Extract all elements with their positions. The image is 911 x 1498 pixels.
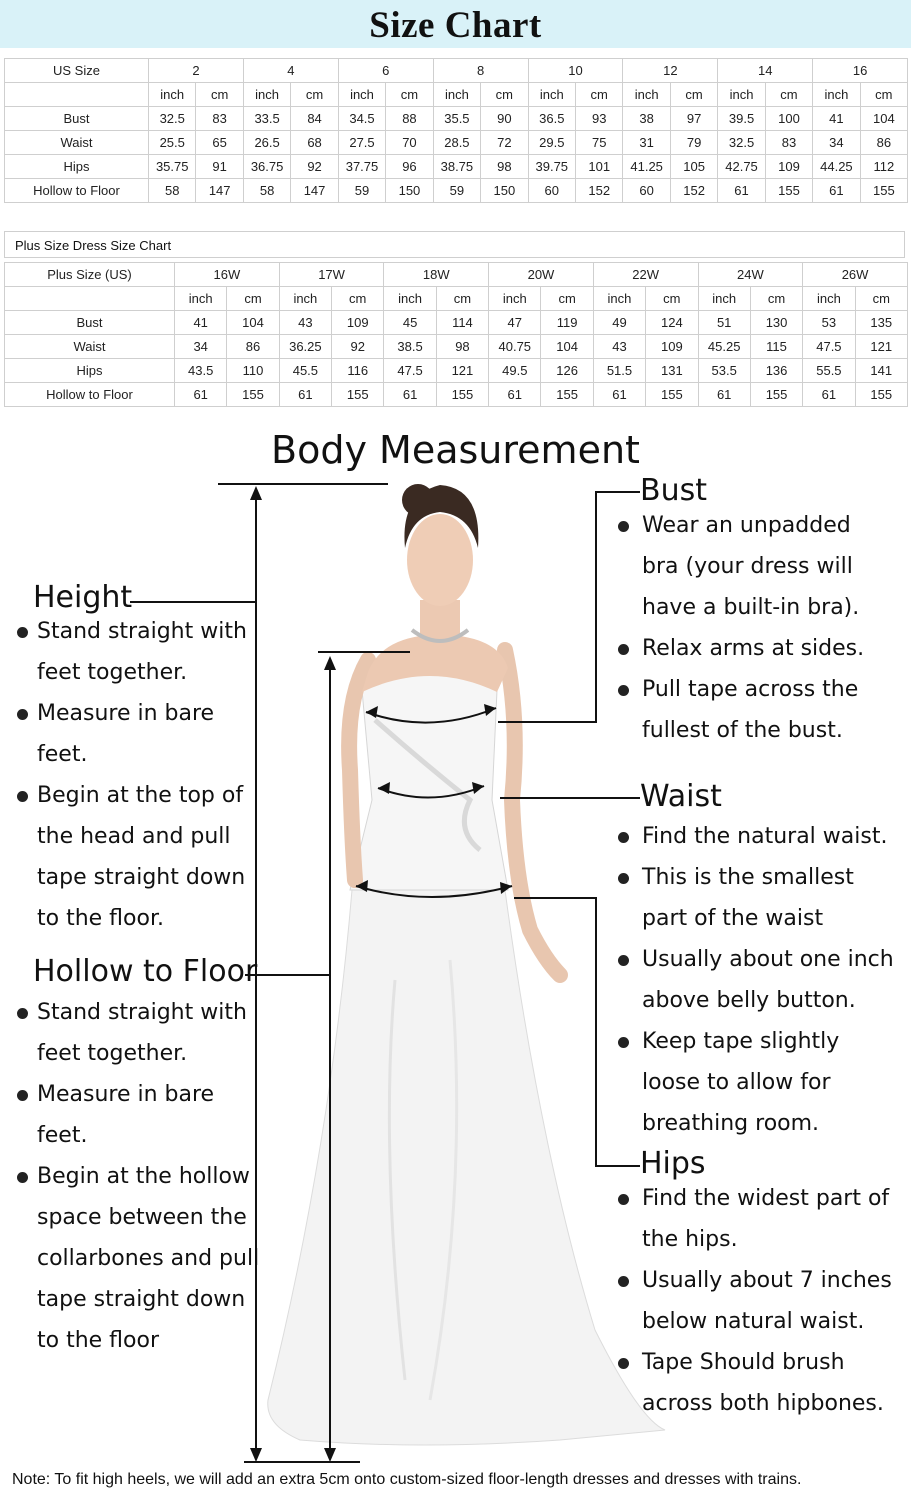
waist-item: This is the smallest part of the waist [618,857,903,939]
size-header: 6 [338,59,433,83]
table-cell: 40.75 [489,335,541,359]
table-cell: 70 [386,131,433,155]
row-label: Hips [5,359,175,383]
table-cell: 41 [175,311,227,335]
table-cell: 42.75 [718,155,765,179]
unit-header: inch [813,83,860,107]
bust-item: Pull tape across the fullest of the bust. [618,669,880,751]
size-header: 14 [718,59,813,83]
table-cell: 116 [332,359,384,383]
table-cell: 59 [433,179,480,203]
table-cell: 37.75 [338,155,385,179]
unit-header: inch [338,83,385,107]
table-cell: 130 [750,311,802,335]
size-header: 12 [623,59,718,83]
table-cell: 97 [670,107,717,131]
unit-header: inch [803,287,855,311]
hips-instructions [618,1178,898,1424]
table-cell: 121 [855,335,907,359]
unit-header: inch [149,83,196,107]
table-cell: 155 [855,383,907,407]
table-cell: 150 [481,179,528,203]
table-cell: 36.25 [279,335,331,359]
table-cell: 47.5 [384,359,436,383]
size-header: 16W [175,263,280,287]
table-cell: 104 [541,335,593,359]
table-cell: 109 [332,311,384,335]
table-cell: 155 [436,383,488,407]
table-cell: 131 [646,359,698,383]
table-cell: 61 [489,383,541,407]
hollow-to-floor-instructions [17,992,262,1361]
table-cell: 32.5 [149,107,196,131]
table-cell: 121 [436,359,488,383]
unit-header: cm [332,287,384,311]
table-cell: 155 [541,383,593,407]
table-cell: 86 [227,335,279,359]
table-cell: 115 [750,335,802,359]
table-cell: 39.5 [718,107,765,131]
table-cell: 38 [623,107,670,131]
table-cell: 61 [698,383,750,407]
table-cell: 39.75 [528,155,575,179]
waist-title: Waist [640,779,722,814]
size-header: 2 [149,59,244,83]
unit-header: inch [384,287,436,311]
table-cell: 65 [196,131,243,155]
size-header: 4 [243,59,338,83]
table-cell: 110 [227,359,279,383]
table-cell: 91 [196,155,243,179]
waist-item: Find the natural waist. [618,816,903,857]
hips-title: Hips [640,1146,706,1181]
unit-header: cm [291,83,338,107]
body-measurement-title: Body Measurement [271,428,640,472]
hips-item: Usually about 7 inches below natural waist. [618,1260,898,1342]
table-cell: 135 [855,311,907,335]
table-cell: 88 [386,107,433,131]
table-cell: 34 [175,335,227,359]
size-header: 22W [593,263,698,287]
table-cell: 124 [646,311,698,335]
table-cell: 31 [623,131,670,155]
unit-header: cm [855,287,907,311]
table-cell: 114 [436,311,488,335]
dress-skirt [268,890,665,1445]
unit-header: cm [196,83,243,107]
table-cell: 49.5 [489,359,541,383]
table-cell: 29.5 [528,131,575,155]
table-cell: 41.25 [623,155,670,179]
table-cell: 36.75 [243,155,290,179]
table-cell: 119 [541,311,593,335]
unit-header: cm [576,83,623,107]
table-cell: 147 [196,179,243,203]
unit-header: inch [489,287,541,311]
size-header: 16 [813,59,908,83]
table-cell: 34 [813,131,860,155]
bust-item: Wear an unpadded bra (your dress will have a built-in bra). [618,505,880,628]
table-cell: 109 [646,335,698,359]
row-label: Bust [5,311,175,335]
table-cell: 53 [803,311,855,335]
unit-header: inch [593,287,645,311]
row-label: Hollow to Floor [5,179,149,203]
table-cell: 105 [670,155,717,179]
table-cell: 83 [196,107,243,131]
table-cell: 49 [593,311,645,335]
table-cell: 61 [593,383,645,407]
table-cell: 90 [481,107,528,131]
table-cell: 92 [332,335,384,359]
height-item: Measure in bare feet. [17,693,262,775]
table-cell: 60 [528,179,575,203]
table-cell: 75 [576,131,623,155]
table-cell: 96 [386,155,433,179]
table-cell: 61 [813,179,860,203]
table-cell: 55.5 [803,359,855,383]
unit-header: cm [541,287,593,311]
table-cell: 147 [291,179,338,203]
table-cell: 61 [718,179,765,203]
page-title: Size Chart [369,5,542,46]
unit-header: cm [386,83,433,107]
table-cell: 141 [855,359,907,383]
table-cell: 152 [670,179,717,203]
hollow-to-floor-title: Hollow to Floor [33,954,258,989]
hips-item: Find the widest part of the hips. [618,1178,898,1260]
unit-header: inch [623,83,670,107]
hips-item: Tape Should brush across both hipbones. [618,1342,898,1424]
unit-header: cm [227,287,279,311]
table-cell: 36.5 [528,107,575,131]
bust-title: Bust [640,473,707,508]
waist-item: Keep tape slightly loose to allow for breathing room. [618,1021,903,1144]
row-label: Bust [5,107,149,131]
size-header-label: Plus Size (US) [5,263,175,287]
table-cell: 59 [338,179,385,203]
table-cell: 109 [765,155,812,179]
table-cell: 112 [860,155,907,179]
table-cell: 155 [227,383,279,407]
table-cell: 28.5 [433,131,480,155]
table-cell: 152 [576,179,623,203]
table-cell: 150 [386,179,433,203]
table-cell: 34.5 [338,107,385,131]
unit-header: inch [279,287,331,311]
table-cell: 27.5 [338,131,385,155]
table-cell: 104 [227,311,279,335]
table-cell: 38.5 [384,335,436,359]
table-cell: 35.75 [149,155,196,179]
table-cell: 38.75 [433,155,480,179]
waist-instructions [618,816,903,1144]
size-header: 24W [698,263,803,287]
table-cell: 26.5 [243,131,290,155]
table-cell: 43.5 [175,359,227,383]
unit-header: cm [646,287,698,311]
table-cell: 41 [813,107,860,131]
table-cell: 155 [646,383,698,407]
table-cell: 61 [384,383,436,407]
row-label: Hips [5,155,149,179]
table-cell: 98 [481,155,528,179]
table-cell: 61 [803,383,855,407]
unit-header: cm [481,83,528,107]
table-cell: 155 [765,179,812,203]
table-cell: 33.5 [243,107,290,131]
row-label: Waist [5,335,175,359]
height-item: Stand straight with feet together. [17,611,262,693]
unit-header: cm [750,287,802,311]
hollow-item: Stand straight with feet together. [17,992,262,1074]
table-cell: 83 [765,131,812,155]
model-figure [268,484,665,1445]
hollow-item: Measure in bare feet. [17,1074,262,1156]
waist-item: Usually about one inch above belly button. [618,939,903,1021]
unit-header: inch [175,287,227,311]
table-cell: 72 [481,131,528,155]
bust-item: Relax arms at sides. [618,628,880,669]
table-cell: 61 [279,383,331,407]
size-header: 18W [384,263,489,287]
row-label: Hollow to Floor [5,383,175,407]
table-cell: 53.5 [698,359,750,383]
table-cell: 98 [436,335,488,359]
unit-header: inch [433,83,480,107]
height-instructions [17,611,262,939]
table-cell: 79 [670,131,717,155]
table-cell: 51 [698,311,750,335]
table-cell: 47.5 [803,335,855,359]
table-cell: 61 [175,383,227,407]
table-cell: 35.5 [433,107,480,131]
table-cell: 43 [279,311,331,335]
table-cell: 155 [332,383,384,407]
table-cell: 136 [750,359,802,383]
table-cell: 101 [576,155,623,179]
size-header: 10 [528,59,623,83]
table-cell: 126 [541,359,593,383]
plus-size-table-title: Plus Size Dress Size Chart [4,231,905,258]
unit-header: inch [698,287,750,311]
hair-bun [402,484,434,516]
table-cell: 51.5 [593,359,645,383]
table-cell: 84 [291,107,338,131]
unit-header: cm [765,83,812,107]
height-item: Begin at the top of the head and pull tape straight down to the floor. [17,775,262,939]
face [407,514,473,606]
table-cell: 25.5 [149,131,196,155]
table-cell: 104 [860,107,907,131]
table-cell: 32.5 [718,131,765,155]
table-cell: 44.25 [813,155,860,179]
table-cell: 58 [243,179,290,203]
table-cell: 92 [291,155,338,179]
bust-instructions [618,505,880,751]
size-header: 20W [489,263,594,287]
unit-header: cm [670,83,717,107]
unit-header: inch [718,83,765,107]
hollow-item: Begin at the hollow space between the collarbones and pull tape straight down to the floor [17,1156,262,1361]
table-cell: 47 [489,311,541,335]
table-cell: 45 [384,311,436,335]
size-header: 17W [279,263,384,287]
table-cell: 155 [750,383,802,407]
unit-header: inch [528,83,575,107]
unit-header: cm [436,287,488,311]
table-cell: 45.25 [698,335,750,359]
size-header: 8 [433,59,528,83]
unit-header: inch [243,83,290,107]
table-cell: 60 [623,179,670,203]
row-label: Waist [5,131,149,155]
table-cell: 68 [291,131,338,155]
table-cell: 100 [765,107,812,131]
table-cell: 93 [576,107,623,131]
unit-header: cm [860,83,907,107]
height-title: Height [33,580,133,615]
size-header: 26W [803,263,908,287]
heels-note: Note: To fit high heels, we will add an extra 5cm onto custom-sized floor-length dresses and dresses with trains. [12,1471,802,1488]
table-cell: 155 [860,179,907,203]
table-cell: 45.5 [279,359,331,383]
table-cell: 43 [593,335,645,359]
table-cell: 58 [149,179,196,203]
table-cell: 86 [860,131,907,155]
right-arm [505,650,560,975]
size-header-label: US Size [5,59,149,83]
